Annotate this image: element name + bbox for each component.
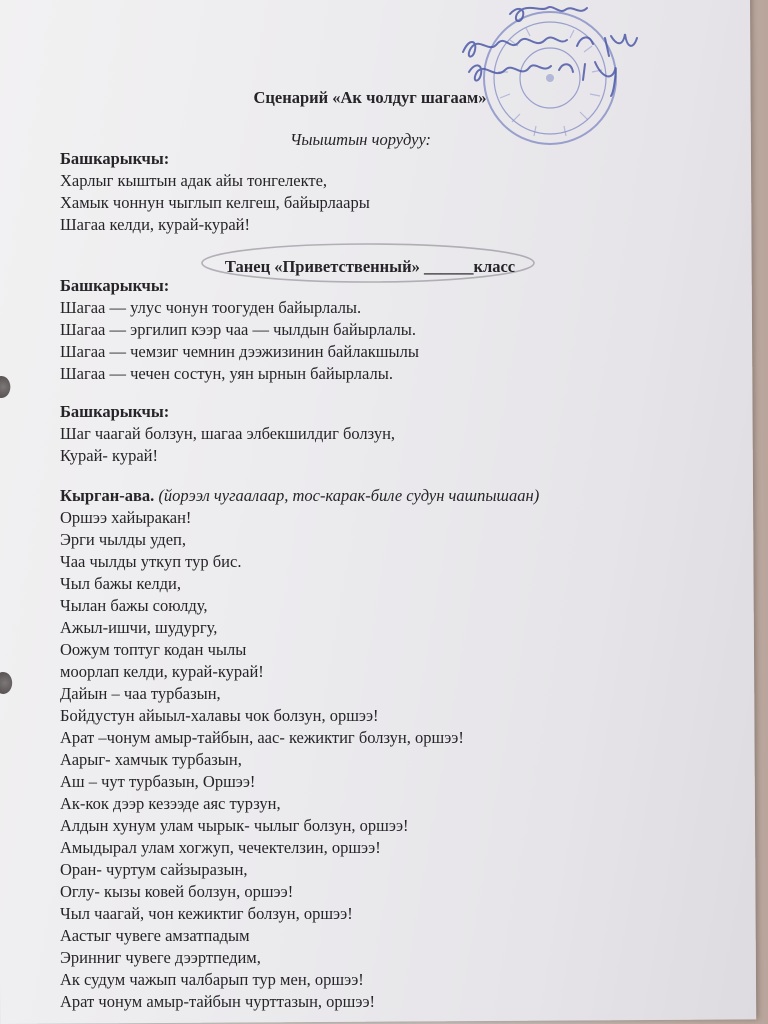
text-line: Чыл чаагай, чон кежиктиг болзун, оршээ! <box>60 904 353 923</box>
text-line: Курай- курай! <box>60 446 158 465</box>
speaker-label: Кырган-ава. <box>60 486 155 505</box>
text-line: Ак-кок дээр кезээде аяс турзун, <box>60 794 281 813</box>
text-line: Арат чонум амыр-тайбын чурттазын, оршээ! <box>60 992 376 1011</box>
section-heading: Танец «Приветственный» ______класс <box>224 257 516 276</box>
text-line: Аарыг- хамчык турбазын, <box>60 750 242 769</box>
text-line: Оран- чуртум сайзыразын, <box>60 860 248 879</box>
text-line: Ак судум чажып чалбарып тур мен, оршээ! <box>60 970 364 989</box>
speaker-label: Башкарыкчы: <box>60 402 170 421</box>
text-line: Оглу- кызы ковей болзун, оршээ! <box>60 882 294 901</box>
text-line: Арат –чонум амыр-тайбын, аас- кежиктиг болзун, оршээ! <box>60 728 464 747</box>
text-line: Оожум топтуг кодан чылы <box>60 640 247 659</box>
stage-direction: (йорээл чугаалаар, тос-карак-биле судун чашпышаан) <box>154 486 540 505</box>
text-line: Шагаа — чемзиг чемнин дээжизинин байлакшылы <box>60 342 419 361</box>
text-line: Шагаа — эргилип кээр чаа — чылдын байырлалы. <box>60 320 416 339</box>
speaker-line <box>60 486 539 506</box>
text-line: Оршээ хайыракан! <box>60 508 192 527</box>
text-line: Эринниг чувеге дээртпедим, <box>60 948 261 967</box>
text-line: Аастыг чувеге амзатпадым <box>60 926 250 945</box>
text-line: Бойдустун айыыл-халавы чок болзун, оршээ! <box>60 706 379 725</box>
text-line: моорлап келди, курай-курай! <box>60 662 264 681</box>
text-line: Шагаа — улус чонун тоогуден байырлалы. <box>60 298 362 317</box>
text-line: Чылан бажы союлду, <box>60 596 208 615</box>
text-line: Харлыг кыштын адак айы тонгелекте, <box>60 171 328 190</box>
text-line: Дайын – чаа турбазын, <box>60 684 221 703</box>
text-line: Амыдырал улам хогжуп, чечектелзин, оршээ! <box>60 838 381 857</box>
text-line: Эрги чылды удеп, <box>60 530 186 549</box>
document-subtitle: Чыыштын чорудуу: <box>290 130 432 149</box>
speaker-label: Башкарыкчы: <box>60 276 170 295</box>
text-line: Шагаа келди, курай-курай! <box>60 215 251 234</box>
text-line: Чыл бажы келди, <box>60 574 182 593</box>
text-line: Чаа чылды уткуп тур бис. <box>60 552 242 571</box>
text-line: Аш – чут турбазын, Оршээ! <box>60 772 256 791</box>
text-line: Ажыл-ишчи, шудургу, <box>60 618 218 637</box>
speaker-label: Башкарыкчы: <box>60 149 170 168</box>
text-line: Шагаа — чечен состун, уян ырнын байырлалы. <box>60 364 393 383</box>
text-line: Алдын хунум улам чырык- чылыг болзун, оршээ! <box>60 816 409 835</box>
text-line: Шаг чаагай болзун, шагаа элбекшилдиг болзун, <box>60 424 396 443</box>
text-line: Хамык чоннун чыглып келгеш, байырлаары <box>60 193 370 212</box>
document-title: Сценарий «Ак чолдуг шагаам» <box>253 88 487 107</box>
